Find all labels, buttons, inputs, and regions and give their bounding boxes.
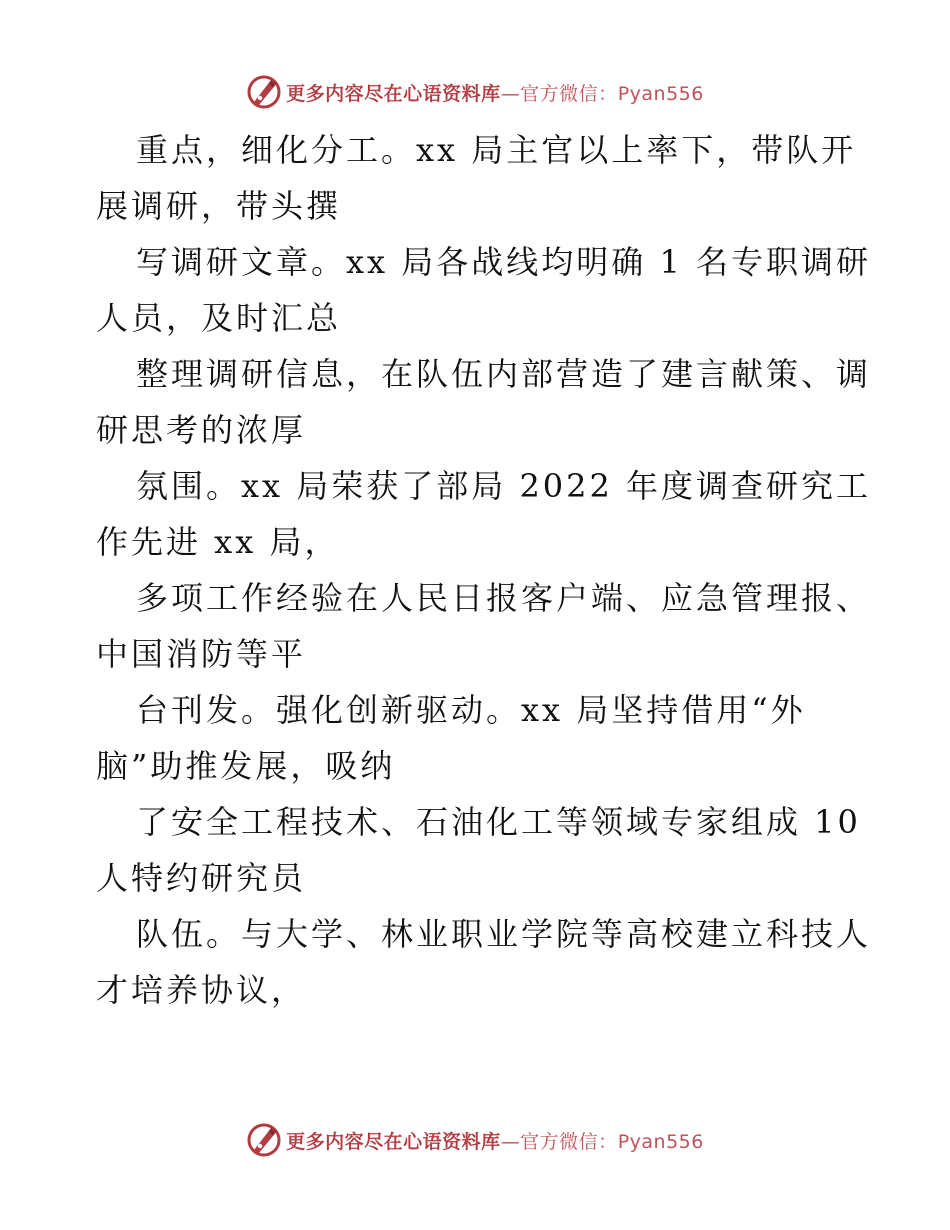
paragraph-line: 了安全工程技术、石油化工等领域专家组成 10: [136, 803, 861, 841]
watermark-title: 更多内容尽在心语资料库: [286, 1130, 501, 1153]
header-watermark-banner: [0, 72, 950, 112]
watermark-label: —官方微信：: [500, 1130, 618, 1153]
footer-watermark-text: [286, 1127, 704, 1154]
watermark-label: —官方微信：: [500, 82, 618, 105]
paragraph-line: 台刊发。强化创新驱动。xx 局坚持借用“外: [136, 691, 806, 729]
paragraph-line: 多项工作经验在人民日报客户端、应急管理报、: [136, 579, 872, 617]
footer-watermark-banner: [0, 1120, 950, 1160]
pen-logo-icon: [246, 1122, 282, 1158]
paragraph-line: 研思考的浓厚: [96, 411, 307, 449]
watermark-wechat-id: Pyan556: [617, 82, 704, 105]
paragraph-line: 队伍。与大学、林业职业学院等高校建立科技人: [136, 915, 872, 953]
paragraph-line: 作先进 xx 局，: [96, 523, 340, 561]
paragraph-line: 重点，细化分工。xx 局主官以上率下，带队开: [136, 131, 857, 169]
paragraph-line: 氛围。xx 局荣获了部局 2022 年度调查研究工: [136, 467, 872, 505]
paragraph-line: 展调研，带头撰: [96, 187, 342, 225]
paragraph-line: 写调研文章。xx 局各战线均明确 1 名专职调研: [136, 243, 871, 281]
watermark-wechat-id: Pyan556: [617, 1130, 704, 1153]
paragraph-line: 人特约研究员: [96, 859, 307, 897]
paragraph-line: 中国消防等平: [96, 635, 307, 673]
header-watermark-text: [286, 79, 704, 106]
watermark-title: 更多内容尽在心语资料库: [286, 82, 501, 105]
paragraph-line: 脑”助推发展，吸纳: [96, 747, 396, 785]
pen-logo-icon: [246, 74, 282, 110]
paragraph-line: 整理调研信息，在队伍内部营造了建言献策、调: [136, 355, 872, 393]
document-body: [96, 122, 872, 1018]
paragraph-line: 人员，及时汇总: [96, 299, 342, 337]
paragraph-line: 才培养协议，: [96, 971, 307, 1009]
